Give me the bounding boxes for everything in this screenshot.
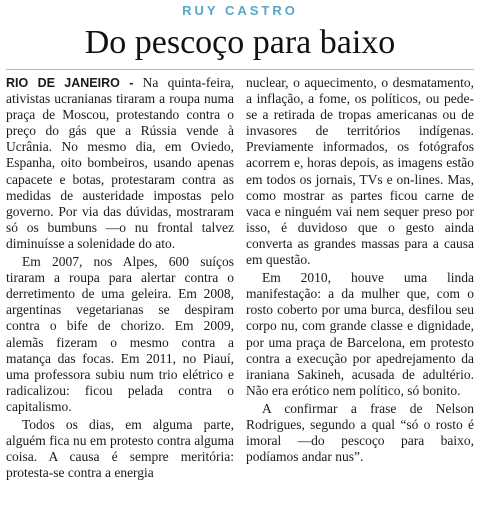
paragraph-2: Em 2007, nos Alpes, 600 suíços tiraram a roupa para alertar contra o derretimento de uma geleira. Em 2008, argentinas vegetarianas se despiram contra o bife de chorizo. Em 2009, alemãs fizeram o mesmo contra a matança das focas. Em 2011, no Piauí, uma professora subiu num trio elétrico e radicalizou: ficou pelada contra o capitalismo. — [6, 254, 234, 414]
header-rule — [6, 69, 474, 70]
article-page — [0, 3, 480, 523]
column-left — [6, 75, 234, 483]
paragraph-1-text: Na quinta-feira, ativistas ucranianas tiraram a roupa numa praça de Moscou, protestando contra o preço do gás que a Rússia vende à Ucrânia. No mesmo dia, em Oviedo, Espanha, oito bombeiros, usando apenas capacete e botas, protestaram contra as medidas de austeridade impostas pelo governo. Por via das dúvidas, mostraram só os bumbuns —o nu frontal talvez diminuísse a solenidade do ato. — [6, 75, 234, 251]
paragraph-3-continued: nuclear, o aquecimento, o desmatamento, a inflação, a fome, os políticos, ou pede-se a retirada de tropas americanas ou de invasores de territórios indígenas. Previamente informados, os fotógrafos acorrem e, horas depois, as imagens estão em todos os jornais, TVs e on-lines. Mas, como mostrar as partes ficou carne de vaca e ninguém vai nem sequer preso por isso, é duvidoso que o gesto ainda converta as grandes massas para a causa em questão. — [246, 75, 474, 268]
article-body — [6, 75, 474, 483]
paragraph-5: A confirmar a frase de Nelson Rodrigues, segundo a qual “só o rosto é imoral —do pescoço para baixo, podíamos andar nus”. — [246, 400, 474, 465]
author-name: RUY CASTRO — [182, 3, 298, 18]
headline: Do pescoço para baixo — [84, 24, 396, 61]
paragraph-4: Em 2010, houve uma linda manifestação: a da mulher que, com o rosto coberto por uma burca, desfilou seu corpo nu, com grande classe e dignidade, por uma praça de Barcelona, em protesto contra a execução por apedrejamento da iraniana Sakineh, acusada de adultério. Não era erótico nem político, só bonito. — [246, 270, 474, 398]
paragraph-1 — [6, 75, 234, 252]
paragraph-3: Todos os dias, em alguma parte, alguém fica nu em protesto contra alguma coisa. A causa é sempre meritória: protesta-se contra a energia — [6, 416, 234, 481]
column-right — [246, 75, 474, 483]
dateline: RIO DE JANEIRO - — [6, 76, 134, 90]
